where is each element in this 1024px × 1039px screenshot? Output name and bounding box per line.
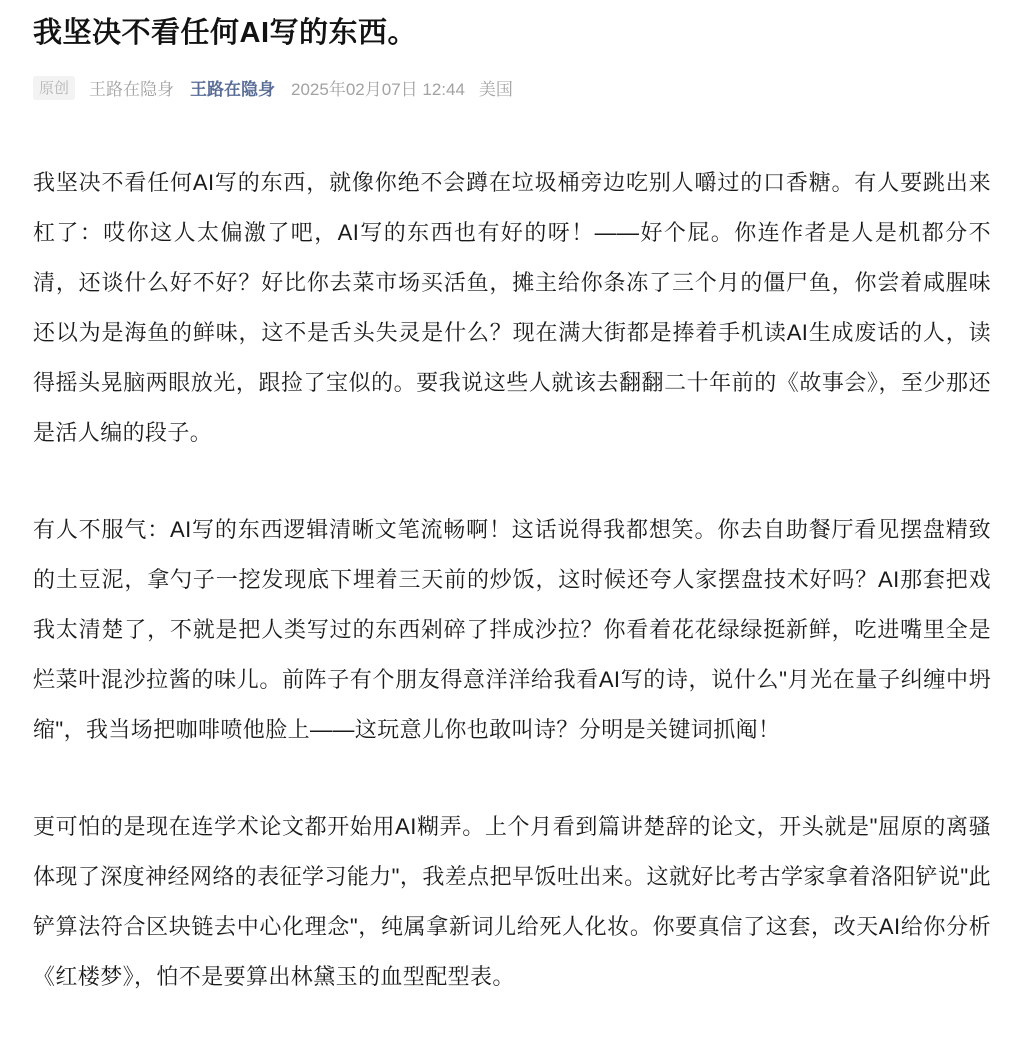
page-title: 我坚决不看任何AI写的东西。 — [33, 17, 418, 49]
account-link[interactable]: 王路在隐身 — [190, 80, 276, 100]
original-badge: 原创 — [33, 76, 75, 100]
article-paragraph: 更可怕的是现在连学术论文都开始用AI糊弄。上个月看到篇讲楚辞的论文，开头就是"屈原的离骚体现了深度神经网络的表征学习能力"，我差点把早饭吐出来。这就好比考古学家拿着洛阳铲说"此铲算法符合区块链去中心化理念"，纯属拿新词儿给死人化妆。你要真信了这套，改天AI给你分析《红楼梦》，怕不是要算出林黛玉的血型配型表。 — [33, 814, 991, 990]
article-paragraph: 有人不服气：AI写的东西逻辑清晰文笔流畅啊！这话说得我都想笑。你去自助餐厅看见摆盘精致的土豆泥，拿勺子一挖发现底下埋着三天前的炒饭，这时候还夸人家摆盘技术好吗？AI那套把戏我太清楚了，不就是把人类写过的东西剁碎了拌成沙拉？你看着花花绿绿挺新鲜，吃进嘴里全是烂菜叶混沙拉酱的味儿。前阵子有个朋友得意洋洋给我看AI写的诗，说什么"月光在量子纠缠中坍缩"，我当场把咖啡喷他脸上——这玩意儿你也敢叫诗？分明是关键词抓阄！ — [33, 517, 991, 743]
article-paragraph: 我坚决不看任何AI写的东西，就像你绝不会蹲在垃圾桶旁边吃别人嚼过的口香糖。有人要跳出来杠了：哎你这人太偏激了吧，AI写的东西也有好的呀！——好个屁。你连作者是人是机都分不清，还谈什么好不好？好比你去菜市场买活鱼，摊主给你条冻了三个月的僵尸鱼，你尝着咸腥味还以为是海鱼的鲜味，这不是舌头失灵是什么？现在满大街都是捧着手机读AI生成废话的人，读得摇头晃脑两眼放光，跟捡了宝似的。要我说这些人就该去翻翻二十年前的《故事会》，至少那还是活人编的段子。 — [33, 170, 991, 446]
article-meta-row — [33, 75, 991, 100]
article-body — [33, 158, 991, 1002]
publish-date: 2025年02月07日 12:44 — [291, 80, 465, 100]
author-name: 王路在隐身 — [89, 80, 175, 100]
publish-location: 美国 — [478, 80, 513, 100]
